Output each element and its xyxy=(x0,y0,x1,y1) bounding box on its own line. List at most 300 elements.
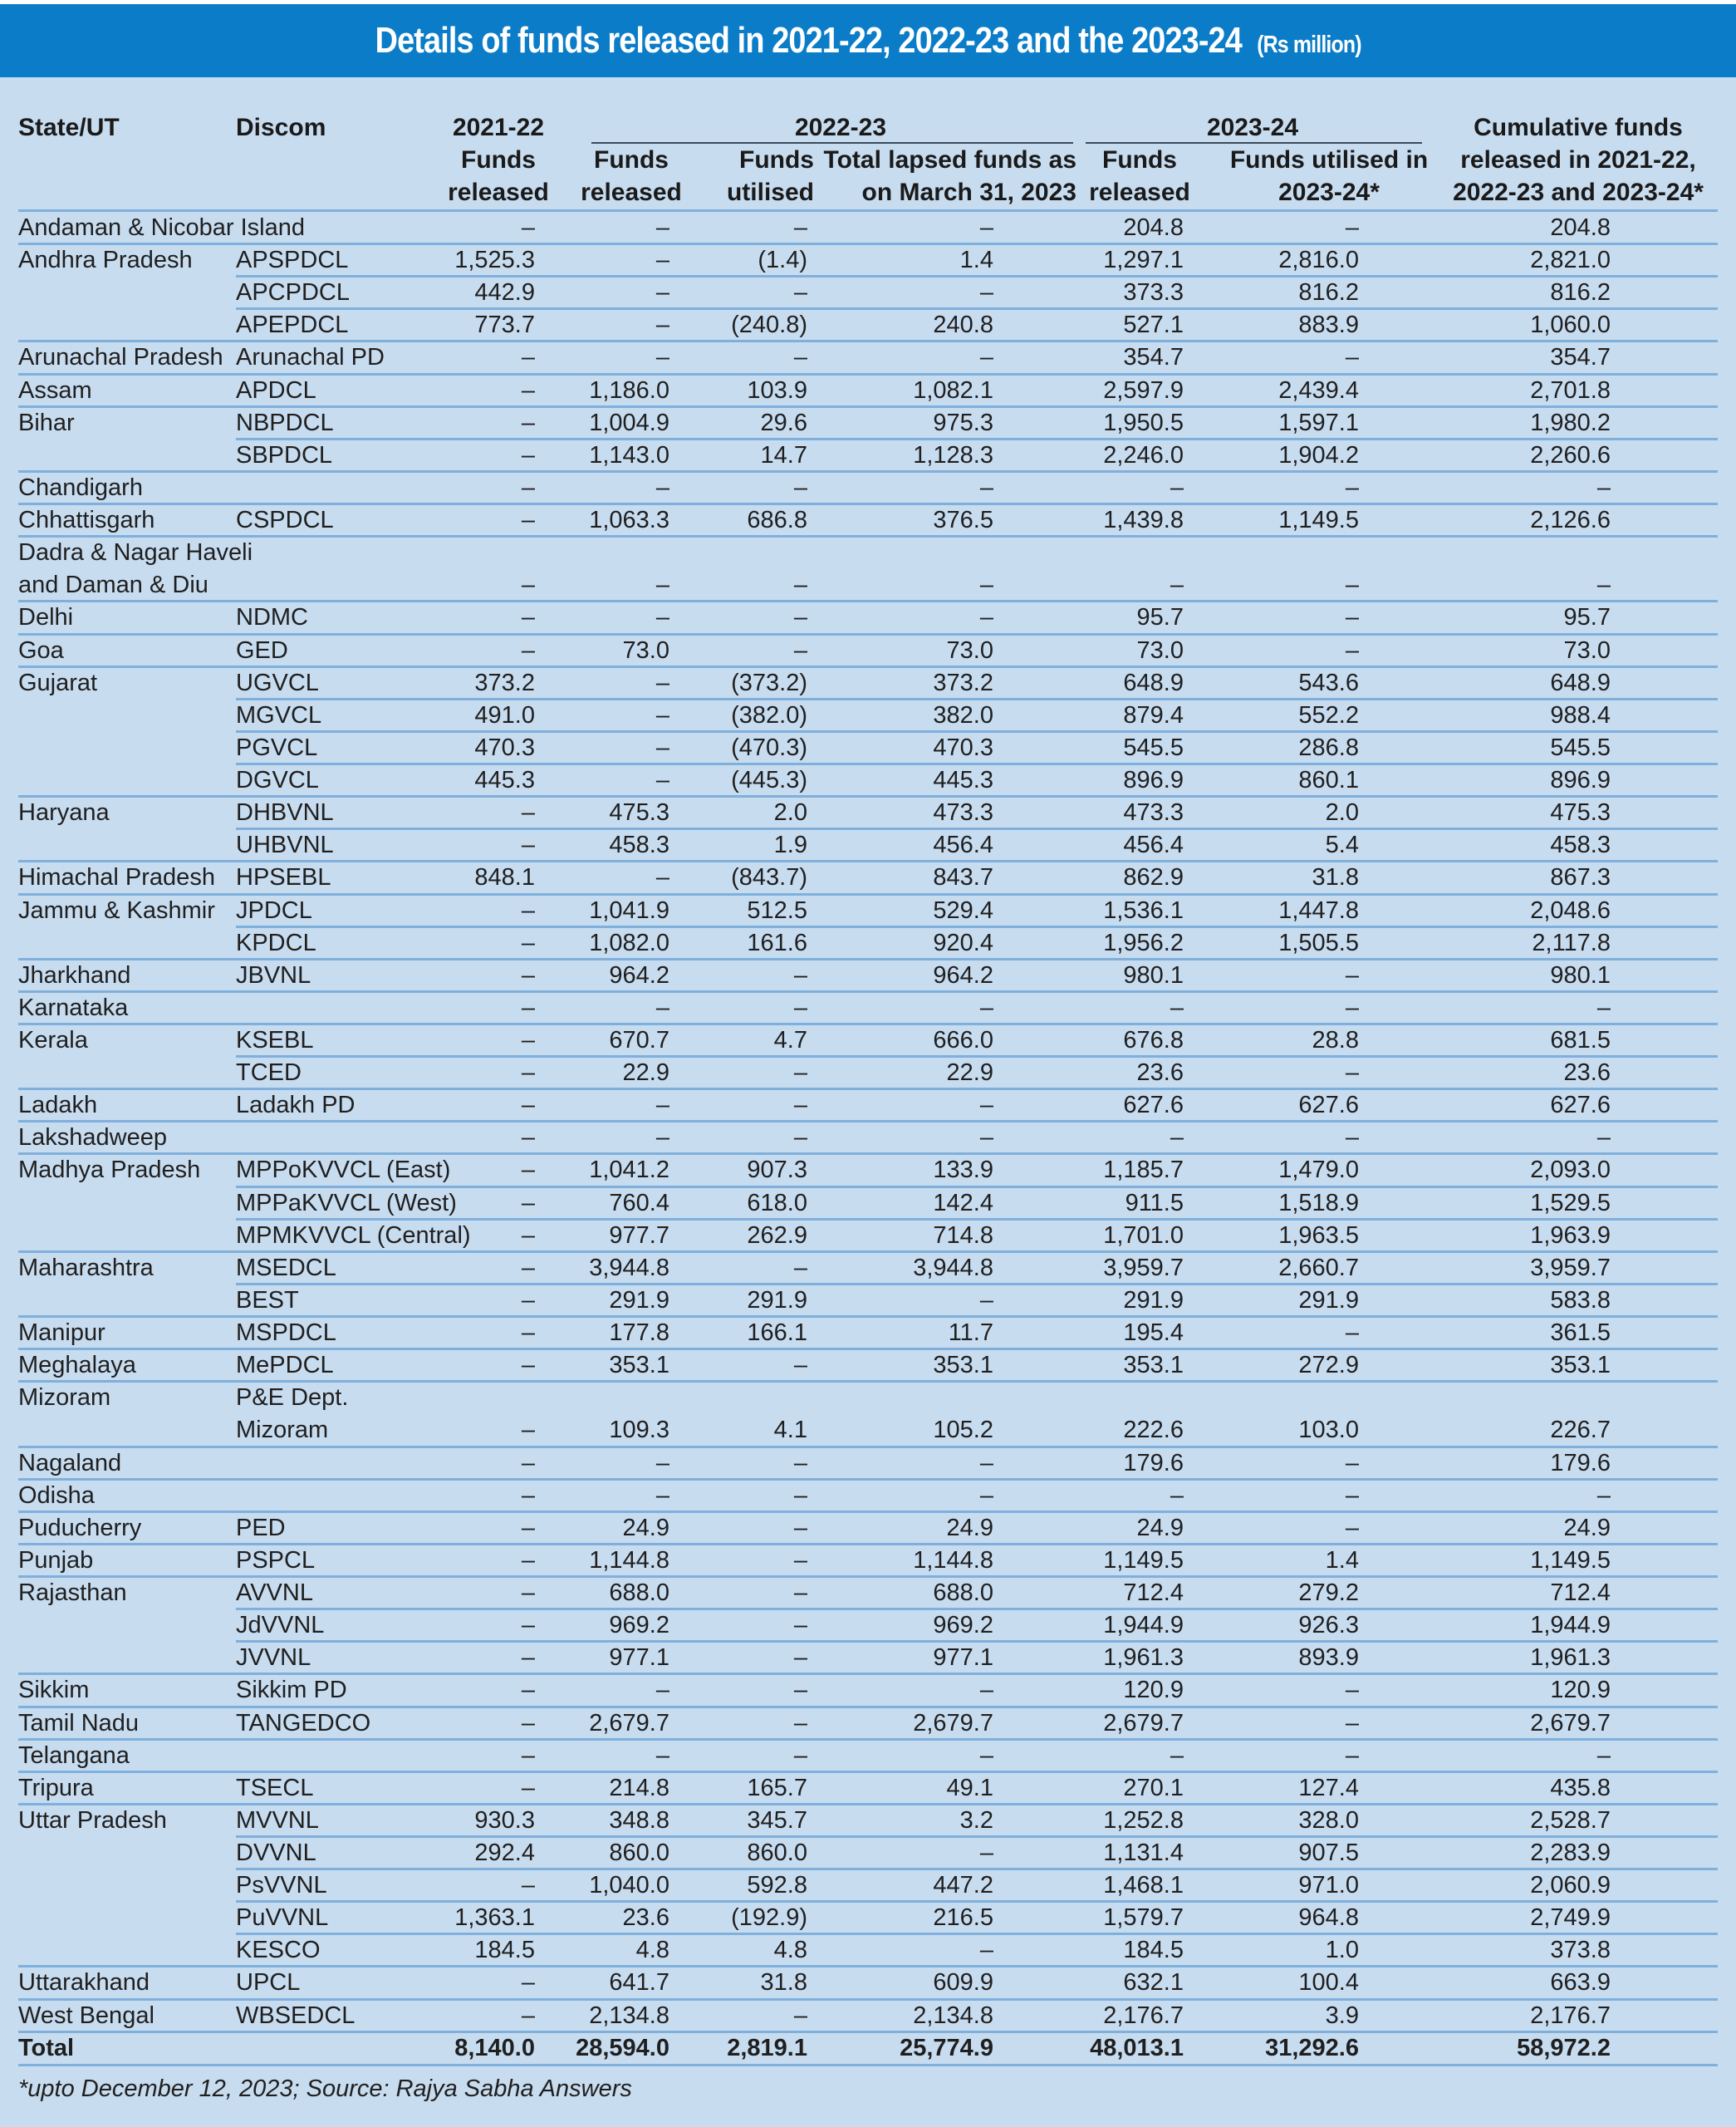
cell-value-0: – xyxy=(521,1579,535,1607)
cell-discom: SBPDCL xyxy=(236,441,333,469)
cell-value-4: 1,950.5 xyxy=(1103,409,1184,436)
header-col-6: released in 2021-22, 2022-23 and 2023-24* xyxy=(1453,146,1704,206)
cell-value-4: 1,185.7 xyxy=(1103,1157,1184,1184)
cell-discom: NBPDCL xyxy=(236,409,334,436)
header-cumulative-l1: Cumulative funds xyxy=(1474,114,1683,141)
cell-value-4: – xyxy=(1170,1741,1184,1769)
cell-value-4: 73.0 xyxy=(1136,636,1184,664)
cell-value-2: – xyxy=(793,1709,807,1736)
cell-value-3: – xyxy=(979,1286,993,1314)
cell-value-2: – xyxy=(793,474,807,501)
cell-value-3: – xyxy=(979,214,993,241)
cell-value-4: 2,679.7 xyxy=(1103,1709,1184,1736)
cell-value-4: 2,246.0 xyxy=(1103,441,1184,469)
cell-value-2: 14.7 xyxy=(760,441,807,469)
cell-state: Odisha xyxy=(18,1481,95,1509)
cell-value-1: 109.3 xyxy=(609,1417,669,1444)
cell-discom: Mizoram xyxy=(236,1417,329,1444)
cell-value-5: 1,597.1 xyxy=(1278,409,1359,436)
header-col-4: Funds released xyxy=(1089,146,1190,206)
cell-value-3: 11.7 xyxy=(948,1319,993,1347)
cell-value-5: 1,149.5 xyxy=(1278,507,1359,534)
cell-value-5: 127.4 xyxy=(1298,1774,1359,1801)
cell-value-6: 1,529.5 xyxy=(1530,1189,1611,1216)
header-state: State/UT xyxy=(18,114,120,141)
cell-value-4: 896.9 xyxy=(1123,767,1184,794)
cell-state: Andhra Pradesh xyxy=(18,247,193,274)
table-row xyxy=(0,700,1736,732)
cell-value-6: 23.6 xyxy=(1563,1059,1611,1087)
cell-value-5: 2,660.7 xyxy=(1278,1254,1359,1281)
table-row xyxy=(0,1805,1736,1837)
cell-value-5: 2.0 xyxy=(1325,799,1359,827)
cell-value-4: 545.5 xyxy=(1123,734,1184,761)
cell-value-2: (382.0) xyxy=(731,701,807,729)
table-row xyxy=(0,960,1736,992)
cell-value-4: 473.3 xyxy=(1123,799,1184,827)
cell-value-0: – xyxy=(521,929,535,956)
cell-value-0: – xyxy=(521,1644,535,1672)
cell-value-6: 627.6 xyxy=(1550,1092,1611,1119)
cell-value-3: 977.1 xyxy=(933,1644,993,1672)
cell-value-6: 1,963.9 xyxy=(1530,1221,1611,1249)
cell-value-5: – xyxy=(1345,214,1359,241)
cell-value-2: – xyxy=(793,1612,807,1639)
cell-value-1: 641.7 xyxy=(609,1969,669,1997)
cell-value-0: – xyxy=(521,1189,535,1216)
cell-value-0: – xyxy=(521,604,535,631)
table-row xyxy=(0,1057,1736,1089)
cell-discom: KSEBL xyxy=(236,1027,314,1054)
cell-state: Rajasthan xyxy=(18,1579,127,1607)
cell-value-0: – xyxy=(521,896,535,924)
cell-value-3: – xyxy=(979,344,993,371)
cell-value-3: 969.2 xyxy=(933,1612,993,1639)
cell-value-6: 663.9 xyxy=(1550,1969,1611,1997)
cell-value-3: 373.2 xyxy=(933,669,993,696)
cell-value-6: 3,959.7 xyxy=(1530,1254,1611,1281)
cell-value-5: – xyxy=(1345,636,1359,664)
cell-value-2: 4.8 xyxy=(773,1937,807,1964)
cell-value-4: 353.1 xyxy=(1123,1352,1184,1379)
cell-discom: Sikkim PD xyxy=(236,1677,347,1704)
cell-value-1: – xyxy=(655,1481,669,1509)
cell-value-2: – xyxy=(793,994,807,1021)
cell-discom: PGVCL xyxy=(236,734,318,761)
cell-value-0: – xyxy=(521,409,535,436)
cell-discom: TANGEDCO xyxy=(236,1709,371,1736)
cell-discom: MPPoKVVCL (East) xyxy=(236,1157,451,1184)
cell-value-1: 28,594.0 xyxy=(576,2034,669,2061)
cell-value-6: 2,060.9 xyxy=(1530,1872,1611,1899)
cell-value-5: – xyxy=(1345,1514,1359,1541)
cell-state: Andaman & Nicobar Island xyxy=(18,214,305,241)
cell-discom: DVVNL xyxy=(236,1840,316,1866)
total-row xyxy=(0,2032,1736,2065)
cell-state: Karnataka xyxy=(18,994,129,1021)
cell-value-3: 447.2 xyxy=(933,1872,993,1899)
cell-value-1: – xyxy=(655,214,669,241)
header-group-2023-24: 2023-24 xyxy=(1206,114,1299,141)
cell-value-4: 184.5 xyxy=(1123,1937,1184,1964)
cell-value-2: 103.9 xyxy=(747,376,807,404)
cell-value-2: – xyxy=(793,572,807,599)
cell-discom: WBSEDCL xyxy=(236,2002,356,2029)
cell-discom: JPDCL xyxy=(236,896,312,924)
cell-value-4: 1,468.1 xyxy=(1103,1872,1184,1899)
cell-value-6: 458.3 xyxy=(1550,832,1611,859)
cell-value-1: – xyxy=(655,344,669,371)
cell-value-4: 1,579.7 xyxy=(1103,1904,1184,1932)
cell-state: Nagaland xyxy=(18,1449,122,1476)
cell-value-5: 272.9 xyxy=(1298,1352,1359,1379)
cell-value-5: – xyxy=(1345,994,1359,1021)
cell-value-5: 971.0 xyxy=(1298,1872,1359,1899)
cell-value-4: 2,597.9 xyxy=(1103,376,1184,404)
table-row xyxy=(0,1349,1736,1382)
cell-value-0: 848.1 xyxy=(474,864,535,892)
cell-value-4: – xyxy=(1170,1481,1184,1509)
cell-value-0: – xyxy=(521,994,535,1021)
cell-discom: CSPDCL xyxy=(236,507,334,534)
cell-value-0: 930.3 xyxy=(474,1806,535,1834)
cell-value-5: 291.9 xyxy=(1298,1286,1359,1314)
cell-value-2: – xyxy=(793,1644,807,1672)
cell-value-4: 204.8 xyxy=(1123,214,1184,241)
cell-value-6: 2,126.6 xyxy=(1530,507,1611,534)
cell-value-0: 1,525.3 xyxy=(454,247,535,274)
cell-value-5: 907.5 xyxy=(1298,1840,1359,1866)
cell-value-6: – xyxy=(1596,1741,1611,1769)
cell-discom: PSPCL xyxy=(236,1546,316,1574)
cell-value-1: 73.0 xyxy=(622,636,669,664)
cell-value-5: 1,963.5 xyxy=(1278,1221,1359,1249)
cell-value-2: – xyxy=(793,214,807,241)
cell-state: Telangana xyxy=(18,1741,130,1769)
cell-value-3: – xyxy=(979,1741,993,1769)
table-row xyxy=(0,1577,1736,1609)
footnote: *upto December 12, 2023; Source: Rajya Sabha Answers xyxy=(18,2075,632,2102)
cell-value-0: 470.3 xyxy=(474,734,535,761)
cell-state: and Daman & Diu xyxy=(18,572,208,599)
cell-value-1: 1,041.9 xyxy=(589,896,669,924)
cell-value-2: – xyxy=(793,1741,807,1769)
table-bottom-separator xyxy=(18,2064,1718,2066)
cell-value-2: – xyxy=(793,2002,807,2029)
cell-value-3: 240.8 xyxy=(933,312,993,339)
cell-value-4: 676.8 xyxy=(1123,1027,1184,1054)
cell-value-3: 376.5 xyxy=(933,507,993,534)
cell-value-5: – xyxy=(1345,1319,1359,1347)
cell-value-2: 291.9 xyxy=(747,1286,807,1314)
cell-value-2: (445.3) xyxy=(731,767,807,794)
cell-value-2: 592.8 xyxy=(747,1872,807,1899)
cell-value-4: 3,959.7 xyxy=(1103,1254,1184,1281)
cell-value-4: 23.6 xyxy=(1136,1059,1184,1087)
cell-value-3: 216.5 xyxy=(933,1904,993,1932)
cell-value-6: 435.8 xyxy=(1550,1774,1611,1801)
cell-discom: GED xyxy=(236,636,288,664)
cell-value-1: – xyxy=(655,1677,669,1704)
cell-value-2: (1.4) xyxy=(758,247,807,274)
cell-value-4: 373.3 xyxy=(1123,279,1184,307)
cell-discom: JdVVNL xyxy=(236,1612,325,1639)
cell-value-0: – xyxy=(521,376,535,404)
cell-state: Puducherry xyxy=(18,1514,142,1541)
cell-value-2: (240.8) xyxy=(731,312,807,339)
table-row xyxy=(0,1382,1736,1414)
cell-value-5: 279.2 xyxy=(1298,1579,1359,1607)
cell-value-0: – xyxy=(521,1612,535,1639)
cell-value-2: 345.7 xyxy=(747,1806,807,1834)
cell-value-4: 1,944.9 xyxy=(1103,1612,1184,1639)
cell-value-4: 627.6 xyxy=(1123,1092,1184,1119)
cell-value-0: – xyxy=(521,1872,535,1899)
cell-value-6: 545.5 xyxy=(1550,734,1611,761)
cell-state: Assam xyxy=(18,376,92,404)
cell-state: Sikkim xyxy=(18,1677,90,1704)
table-row xyxy=(0,1512,1736,1545)
cell-value-1: 24.9 xyxy=(622,1514,669,1541)
table-row xyxy=(0,1480,1736,1512)
cell-value-6: 712.4 xyxy=(1550,1579,1611,1607)
cell-value-0: 292.4 xyxy=(474,1840,535,1866)
cell-value-5: 964.8 xyxy=(1298,1904,1359,1932)
cell-value-3: 133.9 xyxy=(933,1157,993,1184)
cell-value-3: 473.3 xyxy=(933,799,993,827)
cell-value-3: 49.1 xyxy=(946,1774,993,1801)
cell-discom: UPCL xyxy=(236,1969,301,1997)
cell-value-5: 883.9 xyxy=(1298,312,1359,339)
cell-state: Gujarat xyxy=(18,669,98,696)
cell-value-2: – xyxy=(793,344,807,371)
table-row xyxy=(0,1642,1736,1674)
table-row xyxy=(0,602,1736,634)
cell-value-0: 445.3 xyxy=(474,767,535,794)
cell-value-5: – xyxy=(1345,604,1359,631)
table-row xyxy=(0,927,1736,960)
table-row xyxy=(0,1285,1736,1317)
cell-value-6: 816.2 xyxy=(1550,279,1611,307)
cell-value-6: 2,528.7 xyxy=(1530,1806,1611,1834)
cell-value-6: 361.5 xyxy=(1550,1319,1611,1347)
cell-value-0: 491.0 xyxy=(474,701,535,729)
cell-value-1: 3,944.8 xyxy=(589,1254,669,1281)
page-title xyxy=(375,20,1361,61)
cell-discom: UHBVNL xyxy=(236,832,334,859)
cell-value-1: – xyxy=(655,734,669,761)
cell-state: Arunachal Pradesh xyxy=(18,344,223,371)
cell-value-5: – xyxy=(1345,1741,1359,1769)
cell-state: Kerala xyxy=(18,1027,88,1054)
cell-value-6: 648.9 xyxy=(1550,669,1611,696)
title-bar xyxy=(0,4,1736,77)
cell-value-4: – xyxy=(1170,474,1184,501)
cell-value-5: 1.4 xyxy=(1325,1546,1359,1574)
cell-value-0: – xyxy=(521,507,535,534)
cell-state: Total xyxy=(18,2034,75,2061)
table-row xyxy=(0,1772,1736,1805)
table-row xyxy=(0,764,1736,797)
cell-discom: DGVCL xyxy=(236,767,319,794)
cell-value-4: 2,176.7 xyxy=(1103,2002,1184,2029)
cell-value-2: 29.6 xyxy=(760,409,807,436)
cell-value-4: 354.7 xyxy=(1123,344,1184,371)
cell-value-4: 632.1 xyxy=(1123,1969,1184,1997)
cell-value-5: 286.8 xyxy=(1298,734,1359,761)
table-row xyxy=(0,732,1736,764)
cell-value-2: 161.6 xyxy=(747,929,807,956)
cell-value-2: – xyxy=(793,636,807,664)
cell-value-0: – xyxy=(521,2002,535,2029)
header-group-2021-22: 2021-22 xyxy=(452,114,545,141)
cell-value-0: – xyxy=(521,344,535,371)
cell-state: Bihar xyxy=(18,409,75,436)
cell-discom: MPMKVVCL (Central) xyxy=(236,1221,471,1249)
cell-discom: NDMC xyxy=(236,604,308,631)
cell-value-0: – xyxy=(521,1709,535,1736)
cell-value-3: 1,144.8 xyxy=(913,1546,993,1574)
cell-value-1: 688.0 xyxy=(609,1579,669,1607)
table-row xyxy=(0,797,1736,829)
cell-value-3: 22.9 xyxy=(946,1059,993,1087)
cell-value-0: – xyxy=(521,1157,535,1184)
table-row xyxy=(0,1447,1736,1480)
cell-value-3: 975.3 xyxy=(933,409,993,436)
cell-value-2: (470.3) xyxy=(731,734,807,761)
cell-state: Jharkhand xyxy=(18,961,131,989)
cell-value-3: – xyxy=(979,572,993,599)
cell-value-0: – xyxy=(521,961,535,989)
cell-value-0: – xyxy=(521,1969,535,1997)
cell-state: Tripura xyxy=(18,1774,94,1801)
cell-value-5: 1.0 xyxy=(1325,1937,1359,1964)
cell-value-1: 177.8 xyxy=(609,1319,669,1347)
cell-value-0: – xyxy=(521,1092,535,1119)
cell-value-3: 456.4 xyxy=(933,832,993,859)
table-row xyxy=(0,569,1736,602)
cell-value-3: 714.8 xyxy=(933,1221,993,1249)
cell-value-2: 4.7 xyxy=(773,1027,807,1054)
table-row xyxy=(0,341,1736,374)
cell-value-5: 100.4 xyxy=(1298,1969,1359,1997)
cell-value-5: 1,505.5 xyxy=(1278,929,1359,956)
table-row xyxy=(0,212,1736,244)
cell-value-0: 773.7 xyxy=(474,312,535,339)
table-row xyxy=(0,1154,1736,1186)
cell-value-4: 1,536.1 xyxy=(1103,896,1184,924)
cell-value-6: – xyxy=(1596,474,1611,501)
cell-value-3: 1,128.3 xyxy=(913,441,993,469)
cell-value-6: 204.8 xyxy=(1550,214,1611,241)
cell-value-1: 214.8 xyxy=(609,1774,669,1801)
cell-value-5: 860.1 xyxy=(1298,767,1359,794)
cell-value-2: 907.3 xyxy=(747,1157,807,1184)
table-row xyxy=(0,667,1736,700)
title-text: Details of funds released in 2021-22, 2022-23 and the 2023-24 xyxy=(375,20,1242,61)
cell-value-5: – xyxy=(1345,961,1359,989)
cell-value-0: – xyxy=(521,832,535,859)
cell-value-4: 1,439.8 xyxy=(1103,507,1184,534)
cell-value-1: 1,041.2 xyxy=(589,1157,669,1184)
table-row xyxy=(0,1317,1736,1349)
table-row xyxy=(0,895,1736,927)
cell-value-0: – xyxy=(521,474,535,501)
cell-value-6: 2,260.6 xyxy=(1530,441,1611,469)
cell-value-1: 969.2 xyxy=(609,1612,669,1639)
cell-value-0: – xyxy=(521,799,535,827)
cell-value-6: 95.7 xyxy=(1563,604,1611,631)
cell-value-6: 988.4 xyxy=(1550,701,1611,729)
cell-value-1: – xyxy=(655,669,669,696)
cell-value-2: 1.9 xyxy=(773,832,807,859)
cell-state: Himachal Pradesh xyxy=(18,864,215,892)
cell-value-6: 2,093.0 xyxy=(1530,1157,1611,1184)
cell-state: Tamil Nadu xyxy=(18,1709,140,1736)
cell-value-3: – xyxy=(979,604,993,631)
cell-value-3: – xyxy=(979,1840,993,1866)
table-row xyxy=(0,1967,1736,1999)
cell-state: Jammu & Kashmir xyxy=(18,896,215,924)
cell-value-1: 348.8 xyxy=(609,1806,669,1834)
cell-value-0: – xyxy=(521,1546,535,1574)
cell-value-3: 3,944.8 xyxy=(913,1254,993,1281)
cell-value-6: 2,821.0 xyxy=(1530,247,1611,274)
cell-value-4: 911.5 xyxy=(1125,1189,1184,1216)
cell-value-3: 666.0 xyxy=(933,1027,993,1054)
cell-value-6: 353.1 xyxy=(1550,1352,1611,1379)
cell-value-2: 31.8 xyxy=(760,1969,807,1997)
table-row xyxy=(0,407,1736,440)
cell-value-1: 4.8 xyxy=(635,1937,669,1964)
cell-value-0: – xyxy=(521,1677,535,1704)
cell-value-2: (373.2) xyxy=(731,669,807,696)
cell-value-6: 980.1 xyxy=(1550,961,1611,989)
cell-value-5: 3.9 xyxy=(1325,2002,1359,2029)
cell-discom: KESCO xyxy=(236,1937,321,1964)
cell-value-0: 184.5 xyxy=(474,1937,535,1964)
cell-discom: MSPDCL xyxy=(236,1319,336,1347)
cell-value-3: 964.2 xyxy=(933,961,993,989)
cell-value-4: 195.4 xyxy=(1123,1319,1184,1347)
cell-value-2: 618.0 xyxy=(747,1189,807,1216)
cell-value-1: – xyxy=(655,474,669,501)
cell-value-2: – xyxy=(793,1092,807,1119)
cell-value-0: – xyxy=(521,572,535,599)
cell-value-4: 1,149.5 xyxy=(1103,1546,1184,1574)
cell-value-1: 458.3 xyxy=(609,832,669,859)
cell-value-5: 5.4 xyxy=(1325,832,1359,859)
cell-value-0: – xyxy=(521,1481,535,1509)
cell-discom: PED xyxy=(236,1514,286,1541)
cell-value-1: – xyxy=(655,1092,669,1119)
cell-value-1: – xyxy=(655,864,669,892)
cell-value-4: 1,131.4 xyxy=(1103,1840,1184,1866)
cell-value-4: 291.9 xyxy=(1123,1286,1184,1314)
cell-value-4: 179.6 xyxy=(1123,1449,1184,1476)
cell-discom: TCED xyxy=(236,1059,302,1087)
cell-state: Uttarakhand xyxy=(18,1969,150,1997)
cell-value-5: – xyxy=(1345,1059,1359,1087)
cell-discom: P&E Dept. xyxy=(236,1384,349,1412)
header-col-5: Funds utilised in 2023-24* xyxy=(1229,146,1429,206)
cell-value-1: 860.0 xyxy=(609,1840,669,1866)
cell-value-5: – xyxy=(1345,1481,1359,1509)
table-row xyxy=(0,375,1736,407)
cell-value-1: – xyxy=(655,1741,669,1769)
cell-value-4: 879.4 xyxy=(1123,701,1184,729)
cell-value-2: – xyxy=(793,279,807,307)
